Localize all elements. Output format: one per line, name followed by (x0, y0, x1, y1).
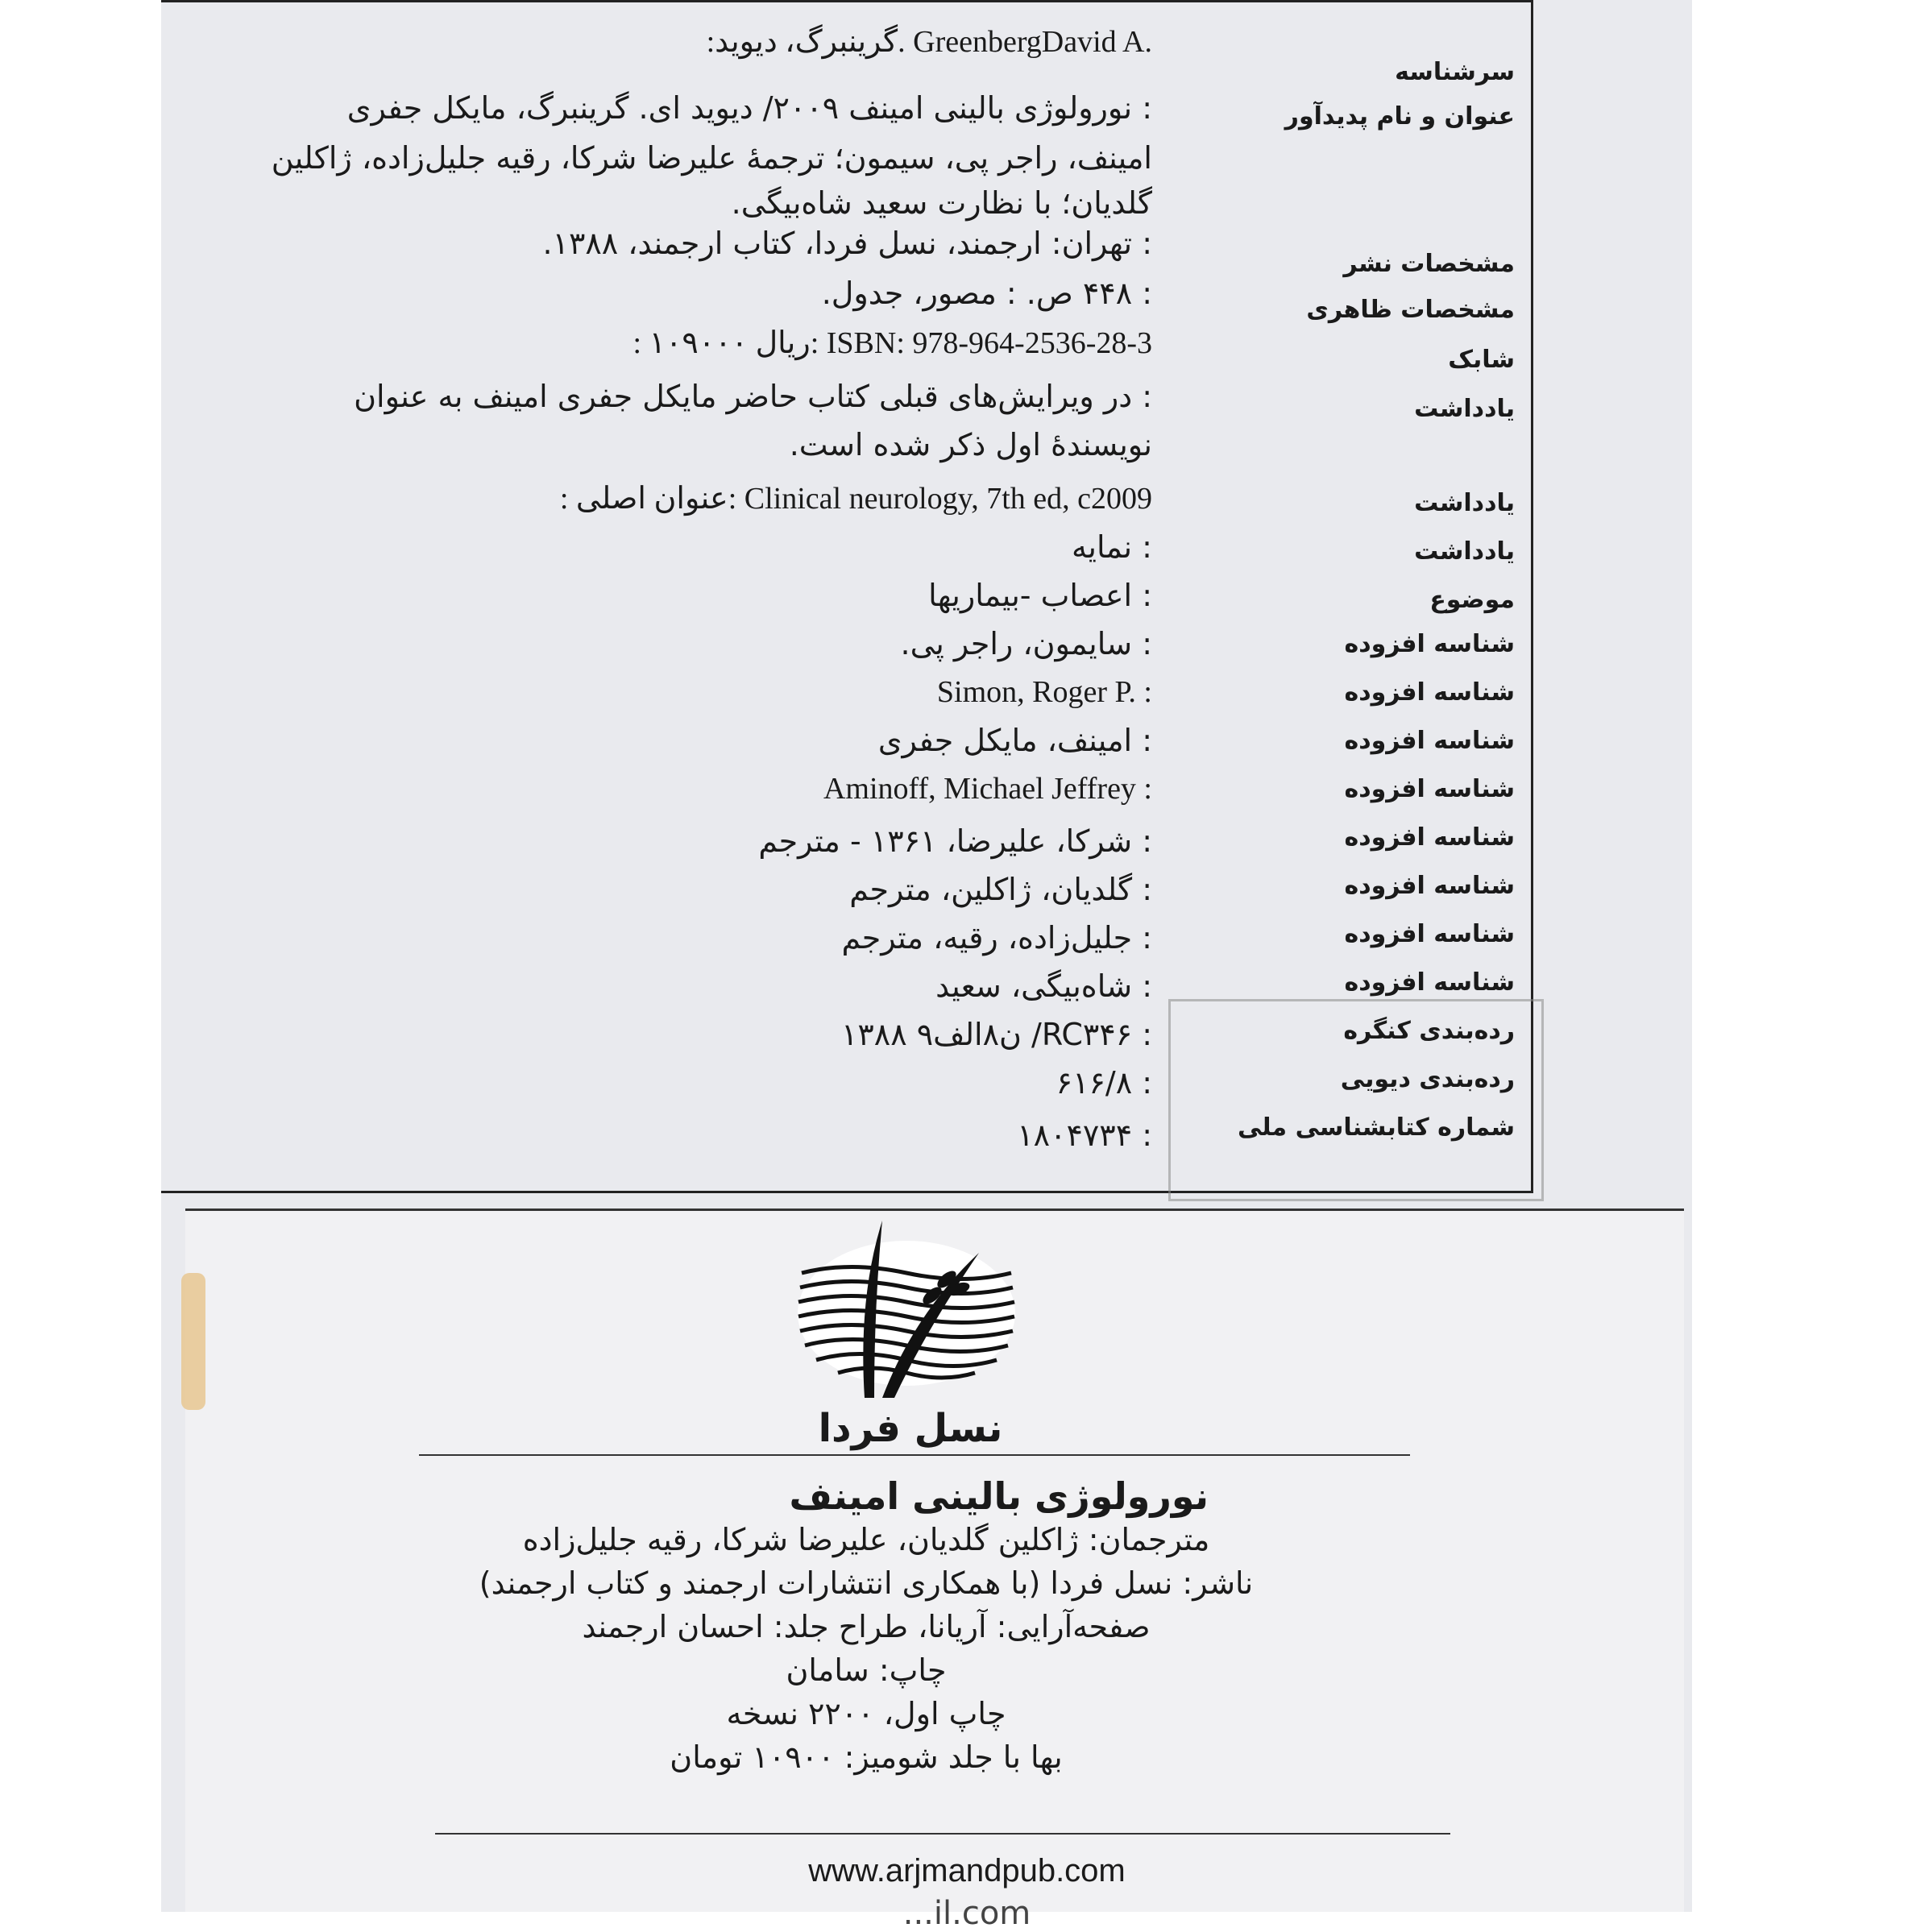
cip-value: : ۶۱۶/۸ (1056, 1065, 1152, 1101)
cip-value: : شرکا، علیرضا، ۱۳۶۱ - مترجم (758, 823, 1152, 859)
publisher-logo-text: نسل فردا (818, 1406, 1003, 1451)
publisher-logo-wheat-icon (794, 1217, 1019, 1402)
cip-row (161, 576, 1692, 624)
publisher-email-fragment: ...il.com (902, 1895, 1031, 1932)
cip-value-cont: گلدیان؛ با نظارت سعید شاه‌بیگی. (731, 185, 1152, 221)
cip-row (161, 769, 1692, 818)
cip-value: : شاه‌بیگی، سعید (935, 968, 1152, 1004)
cip-label: شناسه افزوده (1344, 872, 1515, 900)
cip-label: شناسه افزوده (1344, 823, 1515, 852)
cip-label: رده‌بندی دیویی (1340, 1065, 1515, 1093)
cip-row (161, 274, 1692, 322)
price-line: بها با جلد شومیز: ۱۰۹۰۰ تومان (670, 1739, 1063, 1775)
cip-value: : ۱۰۹۰۰۰ ریال: ISBN: 978-964-2536-28-3 (632, 326, 1152, 360)
cip-value: : نورولوژی بالینی امینف ۲۰۰۹/ دیوید ای. گرینبرگ، مایکل جفری (346, 90, 1152, 126)
cip-value: : نمایه (1072, 529, 1152, 565)
cip-row (161, 918, 1692, 967)
cip-value: : عنوان اصلی: Clinical neurology, 7th ed, c2009 (559, 482, 1152, 516)
cip-label: مشخصات ظاهری (1306, 296, 1515, 324)
cip-label: شناسه افزوده (1344, 968, 1515, 997)
cip-label: مشخصات نشر (1343, 250, 1515, 278)
cip-value: : ۱۸۰۴۷۳۴ (1017, 1117, 1152, 1153)
cip-label: شناسه افزوده (1344, 678, 1515, 707)
cip-label: شناسه افزوده (1344, 920, 1515, 948)
cip-label: عنوان و نام پدیدآور (1284, 102, 1515, 131)
cip-label: شناسه افزوده (1344, 727, 1515, 755)
print-line: چاپ: سامان (786, 1652, 947, 1688)
cip-value: : گلدیان، ژاکلین، مترجم (849, 872, 1152, 907)
cip-label: سرشناسه (1395, 58, 1515, 86)
cip-value: : سایمون، راجر پی. (900, 626, 1152, 661)
cip-row (161, 1015, 1692, 1063)
cip-value: : ۴۴۸ ص. : مصور، جدول. (821, 276, 1152, 311)
book-title: نورولوژی بالینی امینف (789, 1474, 1209, 1518)
cip-row (161, 721, 1692, 769)
cip-row (161, 1113, 1692, 1164)
cip-label: شماره کتابشناسی ملی (1237, 1113, 1515, 1142)
cip-row (161, 16, 1692, 86)
cip-label: موضوع (1429, 586, 1515, 614)
cip-value: Aminoff, Michael Jeffrey : (823, 772, 1152, 806)
cip-value: :گرینبرگ، دیوید. GreenbergDavid A. (706, 25, 1152, 59)
cip-label: یادداشت (1414, 395, 1515, 423)
cip-row (161, 822, 1692, 870)
cip-value: : در ویرایش‌های قبلی کتاب حاضر مایکل جفری امینف به عنوان (354, 379, 1152, 414)
cip-label: یادداشت (1414, 489, 1515, 517)
cip-row (161, 528, 1692, 576)
cip-label: شابک (1448, 346, 1515, 374)
cip-row (161, 624, 1692, 673)
cip-row (161, 870, 1692, 918)
cip-label: شناسه افزوده (1344, 775, 1515, 803)
cip-value-cont: نویسندهٔ اول ذکر شده است. (789, 427, 1152, 462)
cip-row (161, 377, 1692, 462)
cip-row (161, 1063, 1692, 1112)
cip-row (161, 77, 1692, 221)
cip-value: : اعصاب -بیماریها (928, 578, 1152, 613)
cip-row (161, 673, 1692, 721)
publisher-website: www.arjmandpub.com (808, 1853, 1126, 1888)
divider-line (435, 1833, 1450, 1835)
publisher-line: ناشر: نسل فردا (با همکاری انتشارات ارجمند و کتاب ارجمند) (479, 1565, 1254, 1601)
page-edge-stain (181, 1273, 205, 1410)
cip-row (161, 224, 1692, 278)
layout-line: صفحه‌آرایی: آریانا، طراح جلد: احسان ارجمند (582, 1609, 1151, 1644)
cip-row (161, 479, 1692, 528)
cip-value: : RC۳۴۶/ ن۸الف۹ ۱۳۸۸ (840, 1017, 1152, 1052)
cip-value: : جلیل‌زاده، رقیه، مترجم (841, 920, 1152, 956)
cip-catalog-record (161, 0, 1692, 1192)
cip-value: : تهران: ارجمند، نسل فردا، کتاب ارجمند، ۱۳۸۸. (542, 226, 1152, 261)
cip-row (161, 967, 1692, 1015)
cip-value-cont: امینف، راجر پی، سیمون؛ ترجمهٔ علیرضا شرکا، رقیه جلیل‌زاده، ژاکلین (271, 140, 1152, 176)
colophon (403, 1474, 1329, 1779)
cip-value: : امینف، مایکل جفری (877, 723, 1152, 758)
translators-line: مترجمان: ژاکلین گلدیان، علیرضا شرکا، رقیه جلیل‌زاده (522, 1522, 1210, 1557)
cip-label: یادداشت (1414, 537, 1515, 566)
section-divider (185, 1209, 1684, 1211)
cip-label: رده‌بندی کنگره (1343, 1017, 1515, 1045)
edition-line: چاپ اول، ۲۲۰۰ نسخه (726, 1696, 1006, 1731)
cip-row (161, 324, 1692, 372)
cip-label: شناسه افزوده (1344, 630, 1515, 658)
cip-value: Simon, Roger P. : (936, 675, 1152, 709)
divider-line (419, 1454, 1410, 1456)
